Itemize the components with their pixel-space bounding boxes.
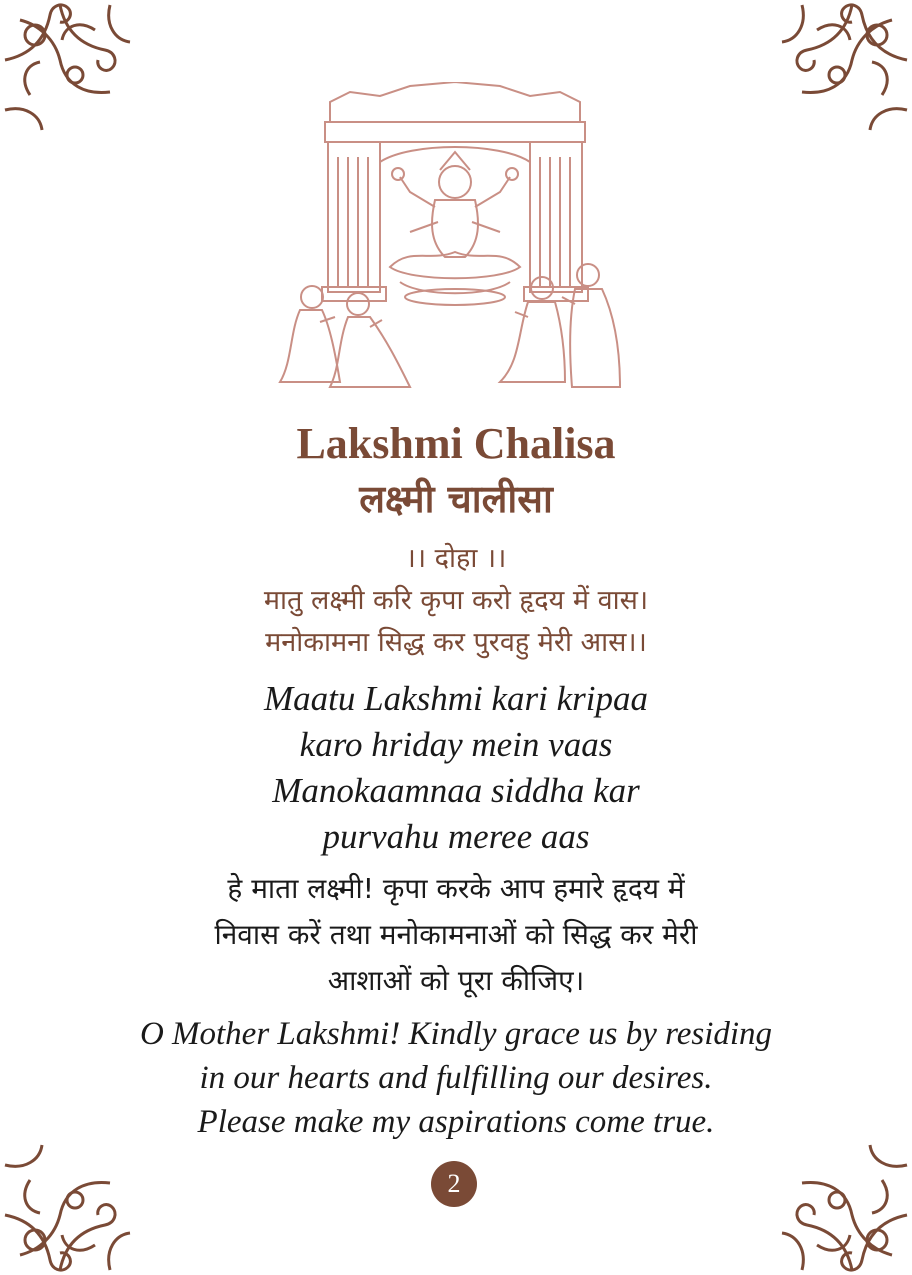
title-hindi: लक्ष्मी चालीसा — [359, 477, 553, 521]
meaning-english-line: O Mother Lakshmi! Kindly grace us by residing — [139, 1016, 773, 1052]
title-english: Lakshmi Chalisa — [296, 419, 616, 468]
corner-ornament-top-left — [0, 0, 140, 140]
transliteration-line: karo hriday mein vaas — [299, 725, 613, 764]
transliteration-block — [0, 676, 912, 860]
corner-ornament-top-right — [772, 0, 912, 140]
meaning-hindi-line: आशाओं को पूरा कीजिए। — [327, 964, 585, 997]
temple-worship-illustration — [270, 82, 640, 400]
meaning-hindi-line: हे माता लक्ष्मी! कृपा करके आप हमारे हृदय में — [227, 872, 685, 905]
meaning-hindi-block — [0, 866, 912, 1004]
transliteration-line: Maatu Lakshmi kari kripaa — [263, 679, 648, 718]
meaning-english-line: in our hearts and fulfilling our desires. — [199, 1060, 713, 1096]
doha-block — [0, 538, 912, 664]
meaning-english-block — [0, 1012, 912, 1144]
doha-heading: ।। दोहा ।। — [405, 543, 507, 574]
doha-line: मातु लक्ष्मी करि कृपा करो हृदय में वास। — [263, 585, 649, 616]
meaning-english-line: Please make my aspirations come true. — [197, 1104, 715, 1140]
transliteration-line: Manokaamnaa siddha kar — [272, 771, 640, 810]
transliteration-line: purvahu meree aas — [322, 817, 590, 856]
doha-line: मनोकामना सिद्ध कर पुरवहु मेरी आस।। — [265, 627, 647, 658]
meaning-hindi-line: निवास करें तथा मनोकामनाओं को सिद्ध कर मेरी — [214, 918, 698, 951]
corner-ornament-bottom-left — [0, 1135, 140, 1275]
page-number-badge: 2 — [431, 1161, 477, 1207]
corner-ornament-bottom-right — [772, 1135, 912, 1275]
